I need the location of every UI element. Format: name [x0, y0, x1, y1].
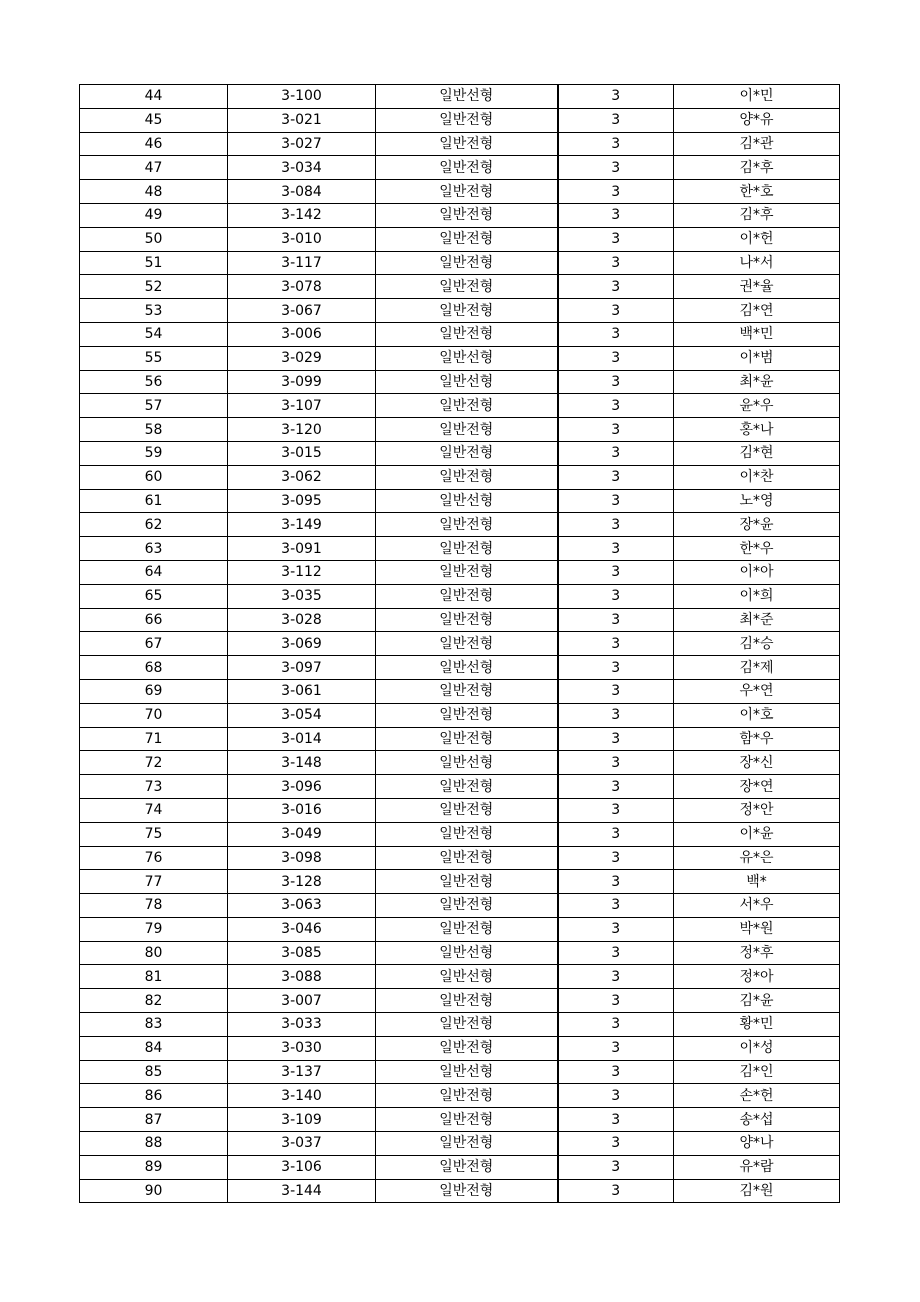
exam-number-cell: 3-120	[228, 418, 376, 442]
exam-number-cell: 3-049	[228, 822, 376, 846]
table-row	[80, 180, 840, 204]
name-cell: 최*준	[674, 608, 840, 632]
exam-number-cell: 3-030	[228, 1036, 376, 1060]
exam-number-cell: 3-148	[228, 751, 376, 775]
name-cell: 김*인	[674, 1060, 840, 1084]
grade-cell: 3	[558, 775, 674, 799]
exam-number-cell: 3-091	[228, 537, 376, 561]
grade-cell: 3	[558, 227, 674, 251]
admission-type-cell: 일반전형	[376, 322, 558, 346]
table-row	[80, 798, 840, 822]
grade-cell: 3	[558, 846, 674, 870]
row-number-cell: 86	[80, 1084, 228, 1108]
name-cell: 정*안	[674, 798, 840, 822]
name-cell: 백*민	[674, 322, 840, 346]
admission-type-cell: 일반전형	[376, 1013, 558, 1037]
admission-type-cell: 일반전형	[376, 156, 558, 180]
row-number-cell: 82	[80, 989, 228, 1013]
table-row	[80, 108, 840, 132]
grade-cell: 3	[558, 132, 674, 156]
admission-type-cell: 일반전형	[376, 870, 558, 894]
row-number-cell: 87	[80, 1108, 228, 1132]
exam-number-cell: 3-034	[228, 156, 376, 180]
exam-number-cell: 3-035	[228, 584, 376, 608]
row-number-cell: 71	[80, 727, 228, 751]
table-row	[80, 965, 840, 989]
name-cell: 정*후	[674, 941, 840, 965]
table-row	[80, 1036, 840, 1060]
row-number-cell: 64	[80, 560, 228, 584]
admission-type-cell: 일반선형	[376, 85, 558, 109]
exam-number-cell: 3-006	[228, 322, 376, 346]
admission-type-cell: 일반전형	[376, 227, 558, 251]
table-row	[80, 656, 840, 680]
row-number-cell: 83	[80, 1013, 228, 1037]
exam-number-cell: 3-117	[228, 251, 376, 275]
exam-number-cell: 3-061	[228, 679, 376, 703]
exam-number-cell: 3-016	[228, 798, 376, 822]
row-number-cell: 68	[80, 656, 228, 680]
admission-type-cell: 일반전형	[376, 1108, 558, 1132]
table-row	[80, 989, 840, 1013]
row-number-cell: 47	[80, 156, 228, 180]
admission-type-cell: 일반전형	[376, 989, 558, 1013]
name-cell: 최*윤	[674, 370, 840, 394]
grade-cell: 3	[558, 1036, 674, 1060]
row-number-cell: 74	[80, 798, 228, 822]
table-row	[80, 941, 840, 965]
exam-number-cell: 3-014	[228, 727, 376, 751]
exam-number-cell: 3-128	[228, 870, 376, 894]
admission-type-cell: 일반전형	[376, 394, 558, 418]
row-number-cell: 69	[80, 679, 228, 703]
name-cell: 장*신	[674, 751, 840, 775]
table-row	[80, 1155, 840, 1179]
admission-type-cell: 일반전형	[376, 1132, 558, 1156]
exam-number-cell: 3-106	[228, 1155, 376, 1179]
admission-type-cell: 일반선형	[376, 941, 558, 965]
grade-cell: 3	[558, 679, 674, 703]
name-cell: 이*민	[674, 85, 840, 109]
table-row	[80, 751, 840, 775]
row-number-cell: 80	[80, 941, 228, 965]
exam-number-cell: 3-095	[228, 489, 376, 513]
exam-number-cell: 3-097	[228, 656, 376, 680]
admission-type-cell: 일반전형	[376, 537, 558, 561]
admission-type-cell: 일반전형	[376, 1084, 558, 1108]
exam-number-cell: 3-010	[228, 227, 376, 251]
name-cell: 김*후	[674, 156, 840, 180]
admission-type-cell: 일반전형	[376, 418, 558, 442]
exam-number-cell: 3-140	[228, 1084, 376, 1108]
row-number-cell: 45	[80, 108, 228, 132]
exam-number-cell: 3-142	[228, 203, 376, 227]
admission-type-cell: 일반전형	[376, 584, 558, 608]
grade-cell: 3	[558, 1132, 674, 1156]
exam-number-cell: 3-063	[228, 894, 376, 918]
row-number-cell: 53	[80, 299, 228, 323]
table-row	[80, 584, 840, 608]
table-row	[80, 727, 840, 751]
grade-cell: 3	[558, 156, 674, 180]
grade-cell: 3	[558, 917, 674, 941]
admission-type-cell: 일반전형	[376, 608, 558, 632]
table-row	[80, 870, 840, 894]
row-number-cell: 51	[80, 251, 228, 275]
row-number-cell: 48	[80, 180, 228, 204]
row-number-cell: 75	[80, 822, 228, 846]
name-cell: 황*민	[674, 1013, 840, 1037]
exam-number-cell: 3-027	[228, 132, 376, 156]
grade-cell: 3	[558, 1013, 674, 1037]
name-cell: 김*원	[674, 1179, 840, 1203]
exam-number-cell: 3-033	[228, 1013, 376, 1037]
table-row	[80, 537, 840, 561]
admission-type-cell: 일반전형	[376, 775, 558, 799]
admission-type-cell: 일반선형	[376, 1060, 558, 1084]
grade-cell: 3	[558, 180, 674, 204]
table-row	[80, 370, 840, 394]
admission-type-cell: 일반전형	[376, 108, 558, 132]
row-number-cell: 73	[80, 775, 228, 799]
row-number-cell: 55	[80, 346, 228, 370]
exam-number-cell: 3-078	[228, 275, 376, 299]
admission-type-cell: 일반선형	[376, 656, 558, 680]
row-number-cell: 81	[80, 965, 228, 989]
name-cell: 이*범	[674, 346, 840, 370]
exam-number-cell: 3-144	[228, 1179, 376, 1203]
grade-cell: 3	[558, 1179, 674, 1203]
grade-cell: 3	[558, 894, 674, 918]
row-number-cell: 79	[80, 917, 228, 941]
exam-number-cell: 3-046	[228, 917, 376, 941]
admission-type-cell: 일반전형	[376, 703, 558, 727]
row-number-cell: 61	[80, 489, 228, 513]
name-cell: 양*나	[674, 1132, 840, 1156]
name-cell: 유*람	[674, 1155, 840, 1179]
admission-type-cell: 일반전형	[376, 441, 558, 465]
grade-cell: 3	[558, 608, 674, 632]
admission-type-cell: 일반전형	[376, 465, 558, 489]
exam-number-cell: 3-098	[228, 846, 376, 870]
grade-cell: 3	[558, 394, 674, 418]
row-number-cell: 89	[80, 1155, 228, 1179]
grade-cell: 3	[558, 346, 674, 370]
grade-cell: 3	[558, 299, 674, 323]
name-cell: 김*관	[674, 132, 840, 156]
table-row	[80, 227, 840, 251]
name-cell: 김*연	[674, 299, 840, 323]
row-number-cell: 67	[80, 632, 228, 656]
admission-type-cell: 일반선형	[376, 370, 558, 394]
table-row	[80, 322, 840, 346]
table-row	[80, 560, 840, 584]
exam-number-cell: 3-021	[228, 108, 376, 132]
exam-number-cell: 3-099	[228, 370, 376, 394]
admission-type-cell: 일반전형	[376, 727, 558, 751]
row-number-cell: 77	[80, 870, 228, 894]
grade-cell: 3	[558, 822, 674, 846]
row-number-cell: 57	[80, 394, 228, 418]
table-row	[80, 775, 840, 799]
admission-type-cell: 일반전형	[376, 846, 558, 870]
grade-cell: 3	[558, 1084, 674, 1108]
table-row	[80, 1179, 840, 1203]
admission-type-cell: 일반전형	[376, 299, 558, 323]
table-row	[80, 441, 840, 465]
row-number-cell: 62	[80, 513, 228, 537]
table-row	[80, 394, 840, 418]
admission-type-cell: 일반전형	[376, 513, 558, 537]
row-number-cell: 49	[80, 203, 228, 227]
exam-number-cell: 3-084	[228, 180, 376, 204]
name-cell: 이*성	[674, 1036, 840, 1060]
name-cell: 이*헌	[674, 227, 840, 251]
exam-number-cell: 3-067	[228, 299, 376, 323]
grade-cell: 3	[558, 441, 674, 465]
admission-type-cell: 일반선형	[376, 751, 558, 775]
grade-cell: 3	[558, 513, 674, 537]
name-cell: 유*은	[674, 846, 840, 870]
grade-cell: 3	[558, 1060, 674, 1084]
table-row	[80, 822, 840, 846]
name-cell: 홍*나	[674, 418, 840, 442]
table-row	[80, 418, 840, 442]
row-number-cell: 54	[80, 322, 228, 346]
row-number-cell: 66	[80, 608, 228, 632]
grade-cell: 3	[558, 1108, 674, 1132]
name-cell: 장*연	[674, 775, 840, 799]
row-number-cell: 56	[80, 370, 228, 394]
table-row	[80, 894, 840, 918]
admission-type-cell: 일반전형	[376, 203, 558, 227]
row-number-cell: 90	[80, 1179, 228, 1203]
name-cell: 백*	[674, 870, 840, 894]
grade-cell: 3	[558, 727, 674, 751]
grade-cell: 3	[558, 465, 674, 489]
admission-type-cell: 일반전형	[376, 894, 558, 918]
name-cell: 노*영	[674, 489, 840, 513]
exam-number-cell: 3-062	[228, 465, 376, 489]
name-cell: 박*원	[674, 917, 840, 941]
grade-cell: 3	[558, 584, 674, 608]
row-number-cell: 59	[80, 441, 228, 465]
row-number-cell: 85	[80, 1060, 228, 1084]
admission-type-cell: 일반전형	[376, 798, 558, 822]
row-number-cell: 78	[80, 894, 228, 918]
admission-type-cell: 일반전형	[376, 560, 558, 584]
row-number-cell: 63	[80, 537, 228, 561]
name-cell: 윤*우	[674, 394, 840, 418]
grade-cell: 3	[558, 965, 674, 989]
name-cell: 이*아	[674, 560, 840, 584]
admission-type-cell: 일반전형	[376, 1155, 558, 1179]
table-body	[80, 85, 840, 1203]
exam-number-cell: 3-112	[228, 560, 376, 584]
grade-cell: 3	[558, 870, 674, 894]
name-cell: 이*호	[674, 703, 840, 727]
table-row	[80, 203, 840, 227]
table-row	[80, 489, 840, 513]
row-number-cell: 88	[80, 1132, 228, 1156]
grade-cell: 3	[558, 489, 674, 513]
grade-cell: 3	[558, 203, 674, 227]
grade-cell: 3	[558, 370, 674, 394]
table-row	[80, 703, 840, 727]
row-number-cell: 60	[80, 465, 228, 489]
table-row	[80, 608, 840, 632]
admission-type-cell: 일반선형	[376, 965, 558, 989]
applicant-table	[79, 84, 840, 1203]
name-cell: 김*제	[674, 656, 840, 680]
admission-type-cell: 일반전형	[376, 180, 558, 204]
row-number-cell: 46	[80, 132, 228, 156]
grade-cell: 3	[558, 108, 674, 132]
row-number-cell: 65	[80, 584, 228, 608]
row-number-cell: 72	[80, 751, 228, 775]
admission-type-cell: 일반선형	[376, 346, 558, 370]
table-row	[80, 1132, 840, 1156]
grade-cell: 3	[558, 703, 674, 727]
table-row	[80, 132, 840, 156]
grade-cell: 3	[558, 941, 674, 965]
exam-number-cell: 3-149	[228, 513, 376, 537]
admission-type-cell: 일반전형	[376, 1179, 558, 1203]
admission-type-cell: 일반전형	[376, 632, 558, 656]
admission-type-cell: 일반전형	[376, 917, 558, 941]
exam-number-cell: 3-085	[228, 941, 376, 965]
exam-number-cell: 3-069	[228, 632, 376, 656]
grade-cell: 3	[558, 798, 674, 822]
name-cell: 이*윤	[674, 822, 840, 846]
grade-cell: 3	[558, 85, 674, 109]
exam-number-cell: 3-107	[228, 394, 376, 418]
row-number-cell: 70	[80, 703, 228, 727]
exam-number-cell: 3-054	[228, 703, 376, 727]
name-cell: 권*율	[674, 275, 840, 299]
admission-type-cell: 일반전형	[376, 822, 558, 846]
name-cell: 양*유	[674, 108, 840, 132]
exam-number-cell: 3-100	[228, 85, 376, 109]
grade-cell: 3	[558, 656, 674, 680]
row-number-cell: 76	[80, 846, 228, 870]
table-row	[80, 299, 840, 323]
exam-number-cell: 3-109	[228, 1108, 376, 1132]
name-cell: 정*아	[674, 965, 840, 989]
exam-number-cell: 3-007	[228, 989, 376, 1013]
grade-cell: 3	[558, 560, 674, 584]
row-number-cell: 44	[80, 85, 228, 109]
admission-type-cell: 일반전형	[376, 275, 558, 299]
name-cell: 한*우	[674, 537, 840, 561]
exam-number-cell: 3-028	[228, 608, 376, 632]
table-row	[80, 85, 840, 109]
table-row	[80, 251, 840, 275]
table-row	[80, 679, 840, 703]
grade-cell: 3	[558, 751, 674, 775]
admission-type-cell: 일반전형	[376, 679, 558, 703]
admission-type-cell: 일반선형	[376, 489, 558, 513]
grade-cell: 3	[558, 632, 674, 656]
table-row	[80, 632, 840, 656]
row-number-cell: 84	[80, 1036, 228, 1060]
grade-cell: 3	[558, 989, 674, 1013]
table-row	[80, 1108, 840, 1132]
name-cell: 나*서	[674, 251, 840, 275]
exam-number-cell: 3-096	[228, 775, 376, 799]
row-number-cell: 58	[80, 418, 228, 442]
exam-number-cell: 3-037	[228, 1132, 376, 1156]
name-cell: 김*승	[674, 632, 840, 656]
grade-cell: 3	[558, 251, 674, 275]
table-row	[80, 1060, 840, 1084]
table-row	[80, 156, 840, 180]
table-row	[80, 917, 840, 941]
admission-type-cell: 일반전형	[376, 1036, 558, 1060]
grade-cell: 3	[558, 322, 674, 346]
name-cell: 손*헌	[674, 1084, 840, 1108]
exam-number-cell: 3-137	[228, 1060, 376, 1084]
name-cell: 송*섭	[674, 1108, 840, 1132]
admission-type-cell: 일반전형	[376, 132, 558, 156]
table-row	[80, 465, 840, 489]
exam-number-cell: 3-088	[228, 965, 376, 989]
table-row	[80, 275, 840, 299]
grade-cell: 3	[558, 1155, 674, 1179]
grade-cell: 3	[558, 537, 674, 561]
row-number-cell: 50	[80, 227, 228, 251]
table-row	[80, 1084, 840, 1108]
name-cell: 김*현	[674, 441, 840, 465]
name-cell: 함*우	[674, 727, 840, 751]
name-cell: 한*호	[674, 180, 840, 204]
exam-number-cell: 3-015	[228, 441, 376, 465]
name-cell: 김*윤	[674, 989, 840, 1013]
admission-type-cell: 일반전형	[376, 251, 558, 275]
name-cell: 서*우	[674, 894, 840, 918]
table-row	[80, 513, 840, 537]
grade-cell: 3	[558, 275, 674, 299]
name-cell: 장*윤	[674, 513, 840, 537]
name-cell: 우*연	[674, 679, 840, 703]
table-row	[80, 846, 840, 870]
table-row	[80, 346, 840, 370]
name-cell: 이*찬	[674, 465, 840, 489]
exam-number-cell: 3-029	[228, 346, 376, 370]
table-row	[80, 1013, 840, 1037]
name-cell: 이*희	[674, 584, 840, 608]
name-cell: 김*후	[674, 203, 840, 227]
grade-cell: 3	[558, 418, 674, 442]
row-number-cell: 52	[80, 275, 228, 299]
